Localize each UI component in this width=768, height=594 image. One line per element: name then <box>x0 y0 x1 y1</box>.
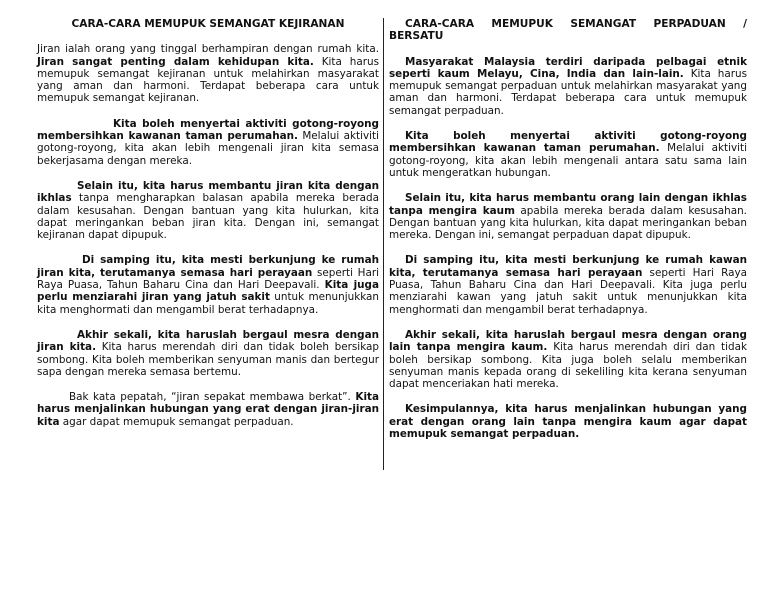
right-title: CARA-CARA MEMUPUK SEMANGAT PERPADUAN / BERSATU <box>389 18 747 43</box>
bold-text: Di samping itu, kita mesti berkunjung ke rumah jiran kita, terutamanya semasa hari perayaan <box>37 254 379 279</box>
text: Kita harus memupuk semangat perpaduan untuk melahirkan masyarakat yang aman dan harmoni. Terdapat beberapa cara untuk memupuk semangat perpaduan. <box>389 67 748 117</box>
left-title: CARA-CARA MEMUPUK SEMANGAT KEJIRANAN <box>71 18 345 30</box>
left-paragraph-intro <box>37 43 379 104</box>
text: Melalui aktiviti gotong-royong, kita akan lebih mengenali jiran kita semasa bekerjasama dengan mereka. <box>37 130 379 167</box>
text: Kita harus merendah diri dan tidak boleh bersikap sombong. Kita juga boleh selalu memberikan senyuman manis kepada orang di sekeliling kita kerana senyuman dapat menceriakan hati mereka. <box>389 341 747 391</box>
bold-text: Selain itu, kita harus membantu orang lain dengan ikhlas tanpa mengira kaum <box>389 192 747 217</box>
left-paragraph-conclusion <box>37 391 379 428</box>
left-column <box>37 18 379 441</box>
text: apabila mereka berada dalam kesusahan. Dengan bantuan yang kita hulurkan, kita dapat meringankan beban mereka. Dengan ini, semangat perpaduan dapat dipupuk. <box>389 204 747 242</box>
text: Melalui aktiviti gotong-royong, kita akan lebih mengenali antara satu sama lain untuk mengeratkan hubungan. <box>389 142 747 179</box>
bold-text: Kita boleh menyertai aktiviti gotong-royong membersihkan kawanan taman perumahan. <box>37 117 379 143</box>
right-column <box>389 18 747 453</box>
left-paragraph-gotong-royong <box>37 118 379 167</box>
left-paragraph-bergaul <box>37 329 379 378</box>
right-paragraph-bergaul <box>389 329 747 390</box>
bold-text: Selain itu, kita harus membantu jiran kita dengan ikhlas <box>37 179 379 205</box>
bold-text: Jiran sangat penting dalam kehidupan kita. <box>37 55 314 68</box>
bold-text: Kita harus menjalinkan hubungan yang erat dengan jiran-jiran kita <box>37 391 379 428</box>
right-paragraph-berkunjung <box>389 254 747 315</box>
left-paragraph-membantu <box>37 180 379 241</box>
text: Bak kata pepatah, “jiran sepakat membawa berkat”. <box>69 391 351 404</box>
text: agar dapat memupuk semangat perpaduan. <box>62 415 294 428</box>
column-divider <box>383 18 384 470</box>
text: Kita harus memupuk semangat kejiranan untuk melahirkan masyarakat yang aman dan harmoni. Terdapat beberapa cara untuk memupuk semangat kejiranan. <box>37 55 379 105</box>
bold-text: Di samping itu, kita mesti berkunjung ke rumah kawan kita, terutamanya semasa hari perayaan <box>389 254 747 279</box>
bold-text: Kita juga perlu menziarahi jiran yang jatuh sakit <box>37 279 380 304</box>
right-paragraph-intro <box>389 56 747 117</box>
text: Jiran ialah orang yang tinggal berhampiran dengan rumah kita. <box>37 43 379 56</box>
left-paragraph-berkunjung <box>37 254 379 315</box>
bold-text: Kesimpulannya, kita harus menjalinkan hubungan yang erat dengan orang lain tanpa mengira kaum agar dapat memupuk semangat perpaduan. <box>389 403 747 441</box>
right-paragraph-membantu <box>389 192 747 241</box>
text: untuk menunjukkan kita menghormati dan mengambil berat terhadapnya. <box>37 291 380 316</box>
bold-text: Kita boleh menyertai aktiviti gotong-royong membersihkan kawanan taman perumahan. <box>389 130 747 155</box>
text: Kita harus merendah diri dan tidak boleh bersikap sombong. Kita boleh memberikan senyuman manis dan bertegur sapa dengan mereka semasa bertemu. <box>37 341 379 378</box>
bold-text: Masyarakat Malaysia terdiri daripada pelbagai etnik seperti kaum Melayu, Cina, India dan lain-lain. <box>389 55 747 80</box>
bold-text: Akhir sekali, kita haruslah bergaul mesra dengan jiran kita. <box>37 328 379 354</box>
text: seperti Hari Raya Puasa, Tahun Baharu Cina dan Hari Deepavali. Kita juga perlu menziarahi kawan yang jatuh sakit untuk menunjukkan kita menghormati dan mengambil berat terhadapnya. <box>389 266 747 316</box>
right-paragraph-conclusion <box>389 403 747 440</box>
bold-text: Akhir sekali, kita haruslah bergaul mesra dengan orang lain tanpa mengira kaum. <box>389 328 747 354</box>
text: tanpa mengharapkan balasan apabila mereka berada dalam kesusahan. Dengan bantuan yang kita hulurkan, kita dapat meringankan beban jiran kita. Dengan ini, semangat kejiranan dapat dipupuk. <box>37 192 379 242</box>
right-paragraph-gotong-royong <box>389 130 747 179</box>
text: seperti Hari Raya Puasa, Tahun Baharu Cina dan Hari Deepavali. <box>37 266 379 292</box>
